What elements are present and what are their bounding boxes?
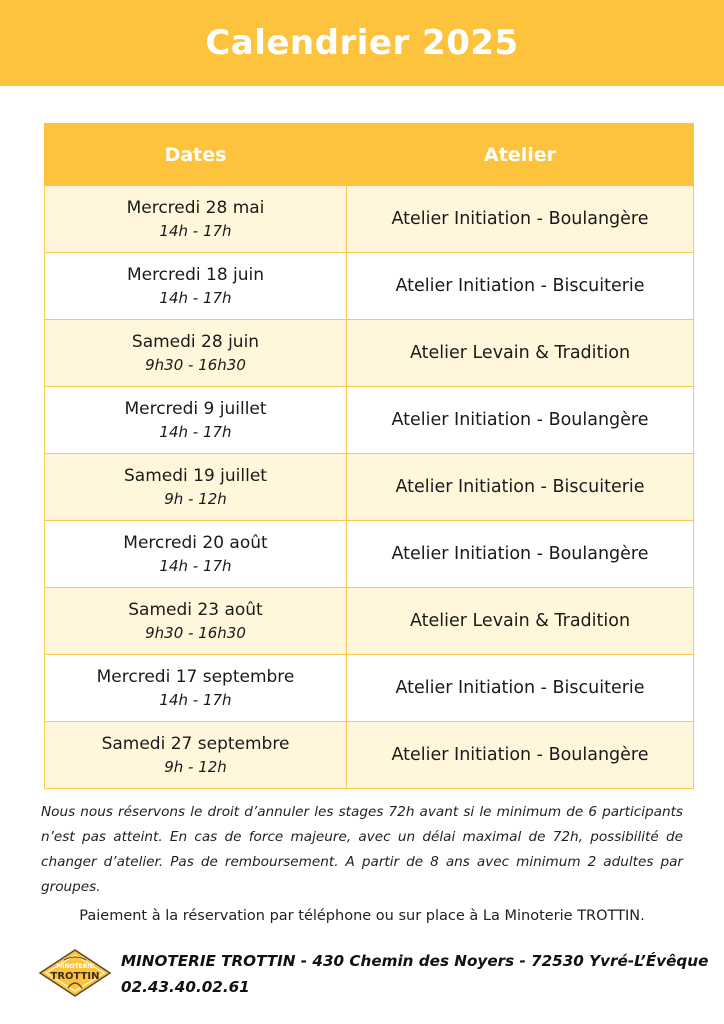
atelier-cell: Atelier Initiation - Boulangère — [347, 722, 694, 789]
date-cell — [45, 655, 347, 722]
time-label: 14h - 17h — [159, 557, 232, 575]
header-dates: Dates — [45, 124, 347, 186]
date-label: Samedi 23 août — [128, 600, 263, 620]
time-label: 9h30 - 16h30 — [145, 624, 246, 642]
page-title: Calendrier 2025 — [205, 23, 519, 63]
cancellation-notice: Nous nous réservons le droit d’annuler les stages 72h avant si le minimum de 6 participants n’est pas atteint. En cas de force majeure, avec un délai maximal de 72h, possibilité de changer d’atelier. Pas de remboursement. A partir de 8 ans avec minimum 2 adultes par groupes. — [41, 804, 683, 895]
atelier-cell: Atelier Levain & Tradition — [347, 588, 694, 655]
time-label: 14h - 17h — [159, 222, 232, 240]
time-label: 14h - 17h — [159, 423, 232, 441]
time-label: 14h - 17h — [159, 691, 232, 709]
date-cell — [45, 454, 347, 521]
contact-phone: 02.43.40.02.61 — [121, 978, 250, 996]
atelier-cell: Atelier Initiation - Biscuiterie — [347, 454, 694, 521]
table-row — [45, 722, 694, 789]
contact-address: MINOTERIE TROTTIN - 430 Chemin des Noyers - 72530 Yvré-L’Évêque — [121, 952, 709, 970]
time-label: 9h - 12h — [164, 758, 227, 776]
time-label: 14h - 17h — [159, 289, 232, 307]
date-label: Samedi 28 juin — [131, 332, 260, 352]
date-label: Mercredi 17 septembre — [96, 667, 295, 687]
table-row — [45, 387, 694, 454]
schedule-table — [44, 123, 694, 789]
header-atelier: Atelier — [347, 124, 694, 186]
table-header-row — [45, 124, 694, 186]
date-label: Mercredi 9 juillet — [124, 399, 267, 419]
atelier-cell: Atelier Initiation - Boulangère — [347, 387, 694, 454]
table-row — [45, 655, 694, 722]
date-cell — [45, 253, 347, 320]
time-label: 9h30 - 16h30 — [145, 356, 246, 374]
date-cell — [45, 722, 347, 789]
contact-block — [121, 948, 708, 1000]
atelier-cell: Atelier Levain & Tradition — [347, 320, 694, 387]
title-banner — [0, 0, 724, 86]
date-cell — [45, 521, 347, 588]
payment-info: Paiement à la réservation par téléphone ou sur place à La Minoterie TROTTIN. — [79, 908, 645, 924]
table-row — [45, 521, 694, 588]
logo-main-text: TROTTIN — [50, 971, 100, 982]
atelier-cell: Atelier Initiation - Biscuiterie — [347, 253, 694, 320]
date-cell — [45, 186, 347, 253]
date-cell — [45, 320, 347, 387]
atelier-cell: Atelier Initiation - Boulangère — [347, 521, 694, 588]
table-row — [45, 186, 694, 253]
logo-emblem-icon — [38, 948, 112, 998]
time-label: 9h - 12h — [164, 490, 227, 508]
date-label: Mercredi 28 mai — [126, 198, 265, 218]
table-row — [45, 320, 694, 387]
date-label: Mercredi 18 juin — [126, 265, 265, 285]
date-label: Samedi 27 septembre — [101, 734, 290, 754]
table-row — [45, 253, 694, 320]
minoterie-trottin-logo — [38, 948, 112, 998]
logo-top-text: MINOTERIE — [56, 963, 94, 970]
table-row — [45, 588, 694, 655]
date-label: Samedi 19 juillet — [124, 466, 267, 486]
date-cell — [45, 387, 347, 454]
date-cell — [45, 588, 347, 655]
atelier-cell: Atelier Initiation - Biscuiterie — [347, 655, 694, 722]
atelier-cell: Atelier Initiation - Boulangère — [347, 186, 694, 253]
table-row — [45, 454, 694, 521]
date-label: Mercredi 20 août — [123, 533, 268, 553]
